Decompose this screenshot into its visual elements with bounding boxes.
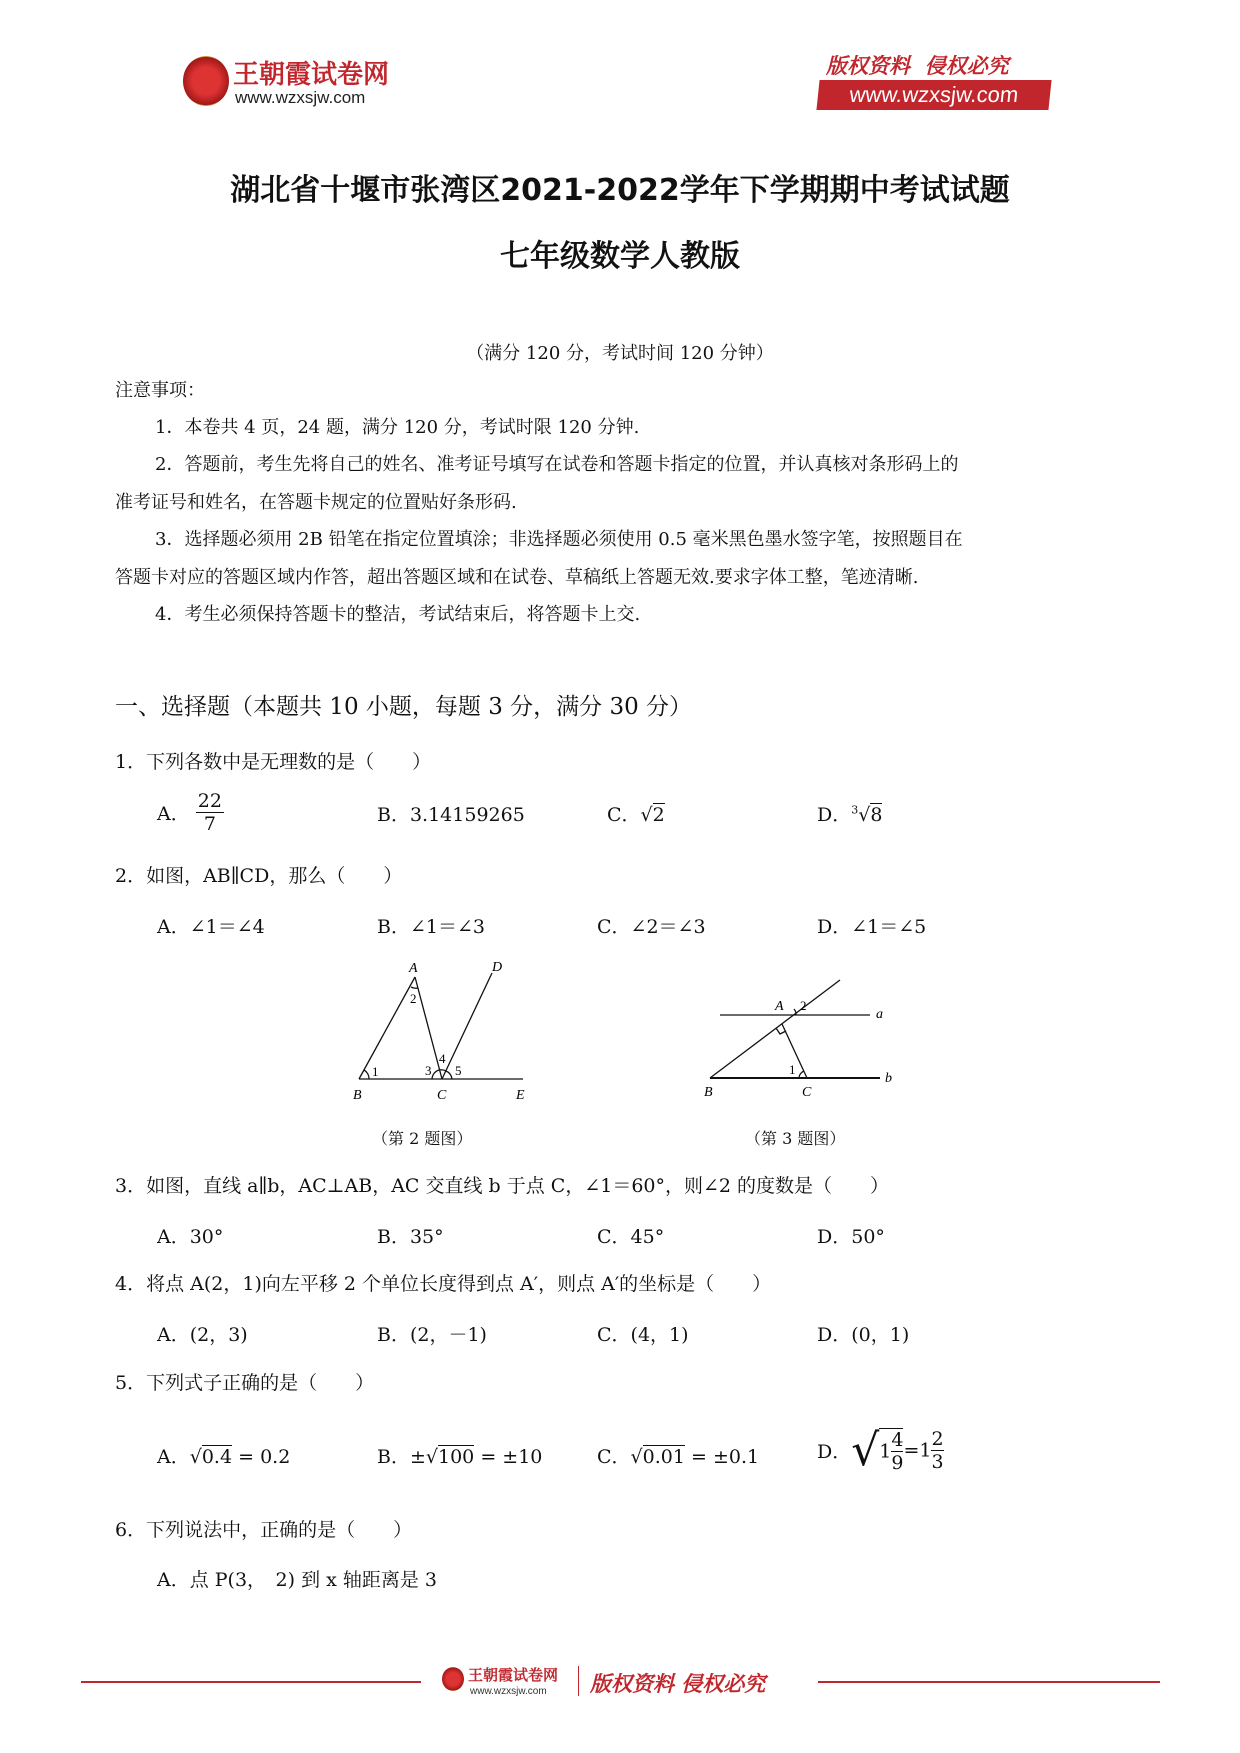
label-line-a: a — [876, 1007, 883, 1022]
figure-3-caption: （第 3 题图） — [745, 1129, 846, 1148]
notice-line: 答题卡对应的答题区域内作答，超出答题区域和在试卷、草稿纸上答题无效.要求字体工整，笔迹清晰. — [115, 567, 919, 588]
notice-line: 2．答题前，考生先将自己的姓名、准考证号填写在试卷和答题卡指定的位置，并认真核对条形码上的 — [155, 454, 959, 475]
radicand: 2 — [652, 804, 665, 826]
angle-2-arc — [411, 987, 418, 988]
notice-heading: 注意事项： — [115, 380, 205, 401]
label-a: A — [409, 961, 418, 976]
option-label: B． — [377, 1446, 410, 1468]
radicand — [879, 1428, 903, 1474]
radicand: 8 — [870, 804, 883, 826]
exam-title: 湖北省十堰市张湾区2021-2022学年下学期期中考试试题 — [230, 173, 1010, 208]
q2-option-b[interactable]: B．∠1＝∠3 — [377, 916, 485, 938]
copyright-notice: 版权资料 侵权必究 — [826, 53, 1009, 78]
label-b-point: B — [704, 1085, 713, 1100]
label-c: C — [437, 1088, 447, 1103]
footer-logo-icon — [442, 1667, 464, 1691]
line-cd — [442, 973, 492, 1079]
sqrt-icon: √ — [189, 1446, 202, 1468]
figure-q3 — [700, 970, 910, 1100]
angle-label-1: 1 — [789, 1062, 796, 1077]
footer-logo-name: 王朝霞试卷网 — [468, 1666, 559, 1684]
radicand: 0.4 — [201, 1446, 233, 1468]
label-b: B — [353, 1088, 362, 1103]
footer-copyright: 版权资料 侵权必究 — [590, 1671, 766, 1696]
option-label: C． — [597, 1446, 631, 1468]
q4-option-a[interactable]: A．(2，3) — [157, 1324, 248, 1346]
angle-label-1: 1 — [372, 1064, 379, 1079]
logo-url: www.wzxsjw.com — [235, 88, 366, 107]
radicand: 0.01 — [642, 1446, 685, 1468]
whole-part: 1 — [879, 1440, 892, 1462]
sqrt-icon: √ — [858, 804, 871, 826]
radicand: 100 — [438, 1446, 475, 1468]
q2-option-c[interactable]: C．∠2＝∠3 — [597, 916, 706, 938]
q1-option-c[interactable] — [607, 800, 665, 827]
angle-label-4: 4 — [439, 1051, 446, 1066]
figure-q2 — [345, 955, 545, 1105]
question-3-stem: 3．如图，直线 a∥b，AC⊥AB，AC 交直线 b 于点 C，∠1＝60°，则∠2 的度数是（ ） — [115, 1175, 890, 1197]
notice-line: 准考证号和姓名，在答题卡规定的位置贴好条形码. — [115, 492, 517, 513]
angle-3-arc — [432, 1070, 439, 1079]
copyright-url-banner[interactable]: www.wzxsjw.com — [816, 80, 1051, 110]
q2-option-d[interactable]: D．∠1＝∠5 — [817, 916, 927, 938]
numerator: 4 — [891, 1428, 904, 1451]
q2-option-a[interactable]: A．∠1＝∠4 — [157, 916, 265, 938]
label-line-b: b — [885, 1071, 892, 1086]
plus-minus: ± — [409, 1446, 426, 1468]
sqrt-icon: √ — [630, 1446, 643, 1468]
option-label: D． — [817, 1441, 852, 1463]
q5-option-b[interactable] — [377, 1442, 542, 1469]
fraction — [891, 1429, 903, 1474]
q4-option-b[interactable]: B．(2，－1) — [377, 1324, 487, 1346]
option-label: C． — [607, 804, 641, 826]
footer-divider — [578, 1666, 579, 1696]
score-time-info: （满分 120 分，考试时间 120 分钟） — [466, 343, 774, 364]
logo-emblem-icon — [183, 56, 229, 106]
question-2-stem: 2．如图，AB∥CD，那么（ ） — [115, 865, 403, 887]
angle-5-arc — [446, 1071, 452, 1079]
q6-option-a[interactable]: A．点 P(3， 2) 到 x 轴距离是 3 — [157, 1569, 438, 1591]
label-a-point: A — [775, 999, 784, 1014]
result: = 0.2 — [238, 1446, 291, 1468]
notice-line: 3．选择题必须用 2B 铅笔在指定位置填涂；非选择题必须使用 0.5 毫米黑色墨水签字笔，按照题目在 — [155, 529, 963, 550]
denominator: 3 — [931, 1451, 944, 1473]
numerator: 22 — [197, 790, 222, 812]
q4-option-d[interactable]: D．(0，1) — [817, 1324, 910, 1346]
question-5-stem: 5．下列式子正确的是（ ） — [115, 1372, 375, 1394]
q1-option-b[interactable]: B．3.14159265 — [377, 804, 525, 826]
root-index: 3 — [851, 803, 859, 817]
option-label: A． — [157, 1446, 190, 1468]
angle-label-2: 2 — [800, 998, 807, 1013]
angle-label-3: 3 — [425, 1063, 432, 1078]
numerator: 2 — [931, 1428, 944, 1450]
result: = ±0.1 — [691, 1446, 760, 1468]
footer-rule-left — [81, 1681, 421, 1683]
logo — [183, 54, 403, 114]
q4-option-c[interactable]: C．(4，1) — [597, 1324, 689, 1346]
angle-label-2: 2 — [410, 991, 417, 1006]
label-c-point: C — [802, 1085, 812, 1100]
denominator: 7 — [203, 813, 216, 835]
notice-line: 4．考生必须保持答题卡的整洁，考试结束后，将答题卡上交. — [155, 604, 641, 625]
fraction — [196, 790, 224, 835]
figure-2-caption: （第 2 题图） — [372, 1129, 473, 1148]
q3-option-b[interactable]: B．35° — [377, 1226, 444, 1248]
logo-name: 王朝霞试卷网 — [233, 60, 390, 90]
result: =1 — [903, 1439, 932, 1462]
result: = ±10 — [480, 1446, 543, 1468]
q3-option-c[interactable]: C．45° — [597, 1226, 665, 1248]
question-1-stem: 1．下列各数中是无理数的是（ ） — [115, 751, 432, 773]
fraction — [931, 1428, 943, 1473]
label-d: D — [492, 960, 503, 975]
exam-subtitle: 七年级数学人教版 — [500, 239, 740, 274]
q1-option-d[interactable] — [817, 800, 882, 827]
q1-option-a[interactable] — [157, 790, 224, 835]
question-6-stem: 6．下列说法中，正确的是（ ） — [115, 1519, 413, 1541]
option-label: D． — [817, 804, 852, 826]
angle-1-arc — [799, 1071, 804, 1078]
q3-option-a[interactable]: A．30° — [157, 1226, 224, 1248]
sqrt-icon: √ — [851, 1425, 880, 1476]
label-e: E — [516, 1088, 525, 1103]
q5-option-d[interactable] — [817, 1425, 944, 1476]
angle-1-arc — [364, 1070, 369, 1079]
footer-logo-url: www.wzxsjw.com — [470, 1686, 547, 1697]
option-label: A． — [157, 803, 190, 825]
footer-rule-right — [818, 1681, 1160, 1683]
line-ba — [359, 977, 415, 1079]
question-4-stem: 4．将点 A(2，1)向左平移 2 个单位长度得到点 A′，则点 A′的坐标是（ ） — [115, 1273, 772, 1295]
denominator: 9 — [891, 1451, 904, 1474]
notice-line: 1．本卷共 4 页，24 题，满分 120 分，考试时限 120 分钟. — [155, 417, 640, 438]
section-heading: 一、选择题（本题共 10 小题，每题 3 分，满分 30 分） — [115, 694, 693, 720]
line-ba-extended — [710, 980, 840, 1078]
angle-label-5: 5 — [455, 1063, 462, 1078]
q5-option-c[interactable] — [597, 1442, 759, 1469]
q3-option-d[interactable]: D．50° — [817, 1226, 885, 1248]
sqrt-icon: √ — [640, 804, 653, 826]
q5-option-a[interactable] — [157, 1442, 290, 1469]
sqrt-icon: √ — [425, 1446, 438, 1468]
